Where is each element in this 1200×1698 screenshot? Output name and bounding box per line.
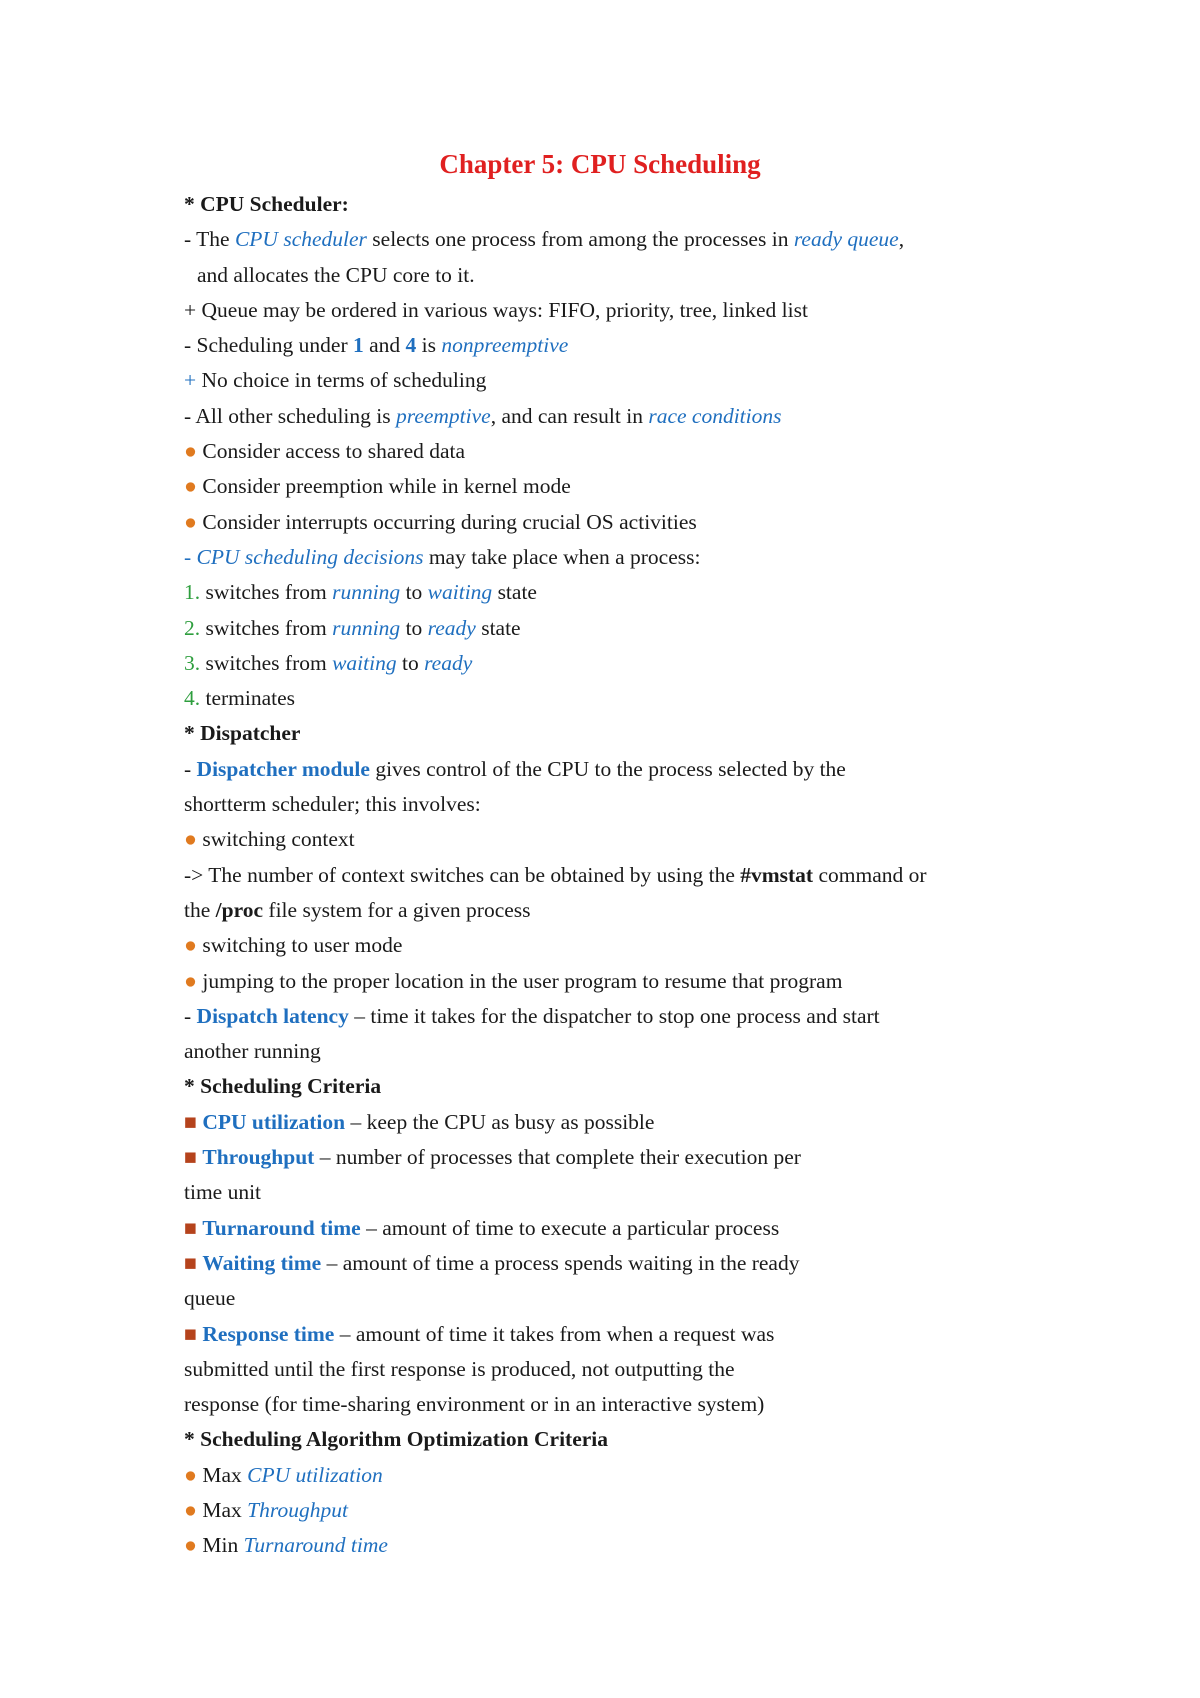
text-segment: Max: [197, 1497, 248, 1522]
text-segment: Min: [197, 1533, 244, 1558]
text-segment: Throughput: [247, 1497, 348, 1522]
document-body: [184, 187, 1084, 1564]
text-line: [184, 1317, 1084, 1352]
text-segment: – number of processes that complete their execution per: [314, 1145, 801, 1170]
text-segment: submitted until the first response is produced, not outputting the: [184, 1356, 735, 1381]
text-segment: Dispatcher module: [196, 756, 370, 781]
text-segment: terminates: [200, 686, 296, 711]
text-segment: selects one process from among the processes in: [366, 227, 794, 252]
text-segment: switches from: [200, 580, 333, 605]
text-line: [184, 363, 1084, 398]
text-segment: to: [396, 650, 425, 675]
text-segment: /proc: [215, 897, 264, 922]
text-segment: #vmstat: [740, 862, 814, 887]
text-segment: file system for a given process: [263, 897, 531, 922]
text-segment: CPU utilization: [247, 1462, 383, 1487]
text-segment: - All other scheduling is: [184, 403, 396, 428]
text-segment: - CPU scheduling decisions: [184, 544, 424, 569]
text-segment: ●: [184, 474, 197, 499]
text-segment: * CPU Scheduler:: [184, 192, 349, 216]
text-segment: Turnaround time: [243, 1533, 388, 1558]
text-segment: and: [363, 333, 406, 358]
text-segment: – amount of time it takes from when a request was: [334, 1321, 775, 1346]
text-line: [184, 1175, 1084, 1210]
text-segment: * Dispatcher: [184, 721, 301, 746]
text-segment: 3.: [184, 650, 201, 675]
text-segment: ●: [184, 439, 197, 464]
text-segment: Consider access to shared data: [197, 439, 466, 464]
text-segment: , and can result in: [490, 403, 649, 428]
text-segment: Response time: [202, 1321, 335, 1346]
text-line: [184, 540, 1084, 575]
text-segment: to: [400, 580, 428, 605]
text-segment: response (for time-sharing environment or in an interactive system): [184, 1392, 765, 1417]
text-segment: race conditions: [648, 403, 782, 428]
text-segment: – time it takes for the dispatcher to stop one process and start: [348, 1003, 880, 1028]
text-line: [184, 681, 1084, 716]
text-line: [184, 434, 1084, 469]
text-line: [184, 611, 1084, 646]
text-line: [184, 293, 1084, 328]
text-line: [184, 1281, 1084, 1316]
text-segment: jumping to the proper location in the user program to resume that program: [197, 968, 843, 993]
text-segment: to: [400, 615, 428, 640]
text-segment: * Scheduling Criteria: [184, 1074, 382, 1099]
text-segment: CPU utilization: [202, 1109, 346, 1134]
text-segment: time unit: [184, 1180, 262, 1205]
text-line: [184, 469, 1084, 504]
text-segment: waiting: [332, 650, 397, 675]
text-line: [184, 1211, 1084, 1246]
text-segment: ●: [184, 509, 197, 534]
text-segment: waiting: [427, 580, 493, 605]
text-line: [184, 399, 1084, 434]
page-title: Chapter 5: CPU Scheduling: [439, 149, 761, 179]
text-segment: Dispatch latency: [196, 1003, 349, 1028]
text-segment: No choice in terms of scheduling: [196, 368, 487, 393]
text-line: [184, 258, 1084, 293]
text-segment: ,: [898, 227, 905, 252]
text-line: [184, 1387, 1084, 1422]
text-segment: switching context: [197, 827, 355, 852]
text-line: [184, 646, 1084, 681]
text-segment: another running: [184, 1039, 321, 1064]
text-segment: -> The number of context switches can be obtained by using the: [184, 862, 741, 887]
text-segment: switches from: [200, 650, 333, 675]
text-segment: queue: [184, 1286, 236, 1311]
text-line: [184, 822, 1084, 857]
text-line: [184, 1140, 1084, 1175]
text-line: [184, 187, 1084, 222]
text-segment: CPU scheduler: [234, 227, 367, 252]
text-segment: state: [475, 615, 521, 640]
text-line: [184, 1528, 1084, 1563]
text-line: [184, 1493, 1084, 1528]
text-segment: command or: [813, 862, 927, 887]
text-segment: ready queue: [793, 227, 899, 252]
text-line: [184, 893, 1084, 928]
text-segment: ■: [184, 1109, 197, 1134]
text-segment: -: [184, 1003, 197, 1028]
text-line: [184, 222, 1084, 257]
text-segment: ready: [427, 615, 476, 640]
text-segment: the: [184, 897, 216, 922]
text-line: [184, 1422, 1084, 1457]
text-line: [184, 1034, 1084, 1069]
text-segment: +: [184, 368, 197, 393]
text-segment: running: [332, 615, 401, 640]
text-segment: shortterm scheduler; this involves:: [184, 792, 481, 817]
text-line: [184, 1105, 1084, 1140]
text-segment: 2.: [184, 615, 201, 640]
text-segment: 1: [352, 333, 364, 358]
text-segment: Waiting time: [202, 1250, 322, 1275]
text-segment: ■: [184, 1321, 197, 1346]
text-segment: nonpreemptive: [441, 333, 569, 358]
text-segment: - Scheduling under: [184, 333, 353, 358]
text-segment: ●: [184, 1533, 197, 1558]
text-segment: gives control of the CPU to the process selected by the: [369, 756, 846, 781]
text-segment: state: [492, 580, 537, 605]
text-segment: – amount of time a process spends waiting in the ready: [321, 1250, 800, 1275]
text-line: [184, 1458, 1084, 1493]
text-segment: ready: [424, 650, 473, 675]
text-segment: ●: [184, 1497, 197, 1522]
text-segment: * Scheduling Algorithm Optimization Criteria: [184, 1427, 609, 1452]
text-segment: + Queue may be ordered in various ways: FIFO, priority, tree, linked list: [184, 297, 808, 322]
text-segment: – keep the CPU as busy as possible: [345, 1109, 655, 1134]
text-segment: Turnaround time: [202, 1215, 361, 1240]
text-segment: preemptive: [396, 403, 491, 428]
text-segment: ●: [184, 933, 197, 958]
text-line: [184, 928, 1084, 963]
text-segment: Consider interrupts occurring during crucial OS activities: [197, 509, 697, 534]
text-segment: may take place when a process:: [423, 544, 701, 569]
text-segment: 4: [405, 333, 417, 358]
text-line: [184, 1352, 1084, 1387]
text-segment: Max: [197, 1462, 248, 1487]
text-segment: ■: [184, 1145, 197, 1170]
text-segment: ●: [184, 968, 197, 993]
text-segment: -: [184, 756, 197, 781]
text-segment: switches from: [200, 615, 333, 640]
text-segment: ■: [184, 1250, 197, 1275]
text-line: [184, 328, 1084, 363]
text-line: [184, 999, 1084, 1034]
text-segment: is: [416, 333, 442, 358]
text-line: [184, 716, 1084, 751]
text-line: [184, 1246, 1084, 1281]
text-segment: ●: [184, 827, 197, 852]
text-line: [184, 505, 1084, 540]
text-segment: Throughput: [202, 1145, 315, 1170]
text-line: [184, 787, 1084, 822]
text-line: [184, 575, 1084, 610]
text-segment: ●: [184, 1462, 197, 1487]
text-segment: Consider preemption while in kernel mode: [197, 474, 571, 499]
text-segment: – amount of time to execute a particular process: [360, 1215, 780, 1240]
text-segment: 4.: [184, 686, 201, 711]
text-segment: switching to user mode: [197, 933, 403, 958]
text-segment: ■: [184, 1215, 197, 1240]
text-line: [184, 752, 1084, 787]
text-segment: running: [332, 580, 401, 605]
text-segment: and allocates the CPU core to it.: [197, 262, 475, 287]
text-line: [184, 1069, 1084, 1104]
text-segment: - The: [184, 227, 235, 252]
text-segment: 1.: [184, 580, 201, 605]
text-line: [184, 964, 1084, 999]
text-line: [184, 858, 1084, 893]
